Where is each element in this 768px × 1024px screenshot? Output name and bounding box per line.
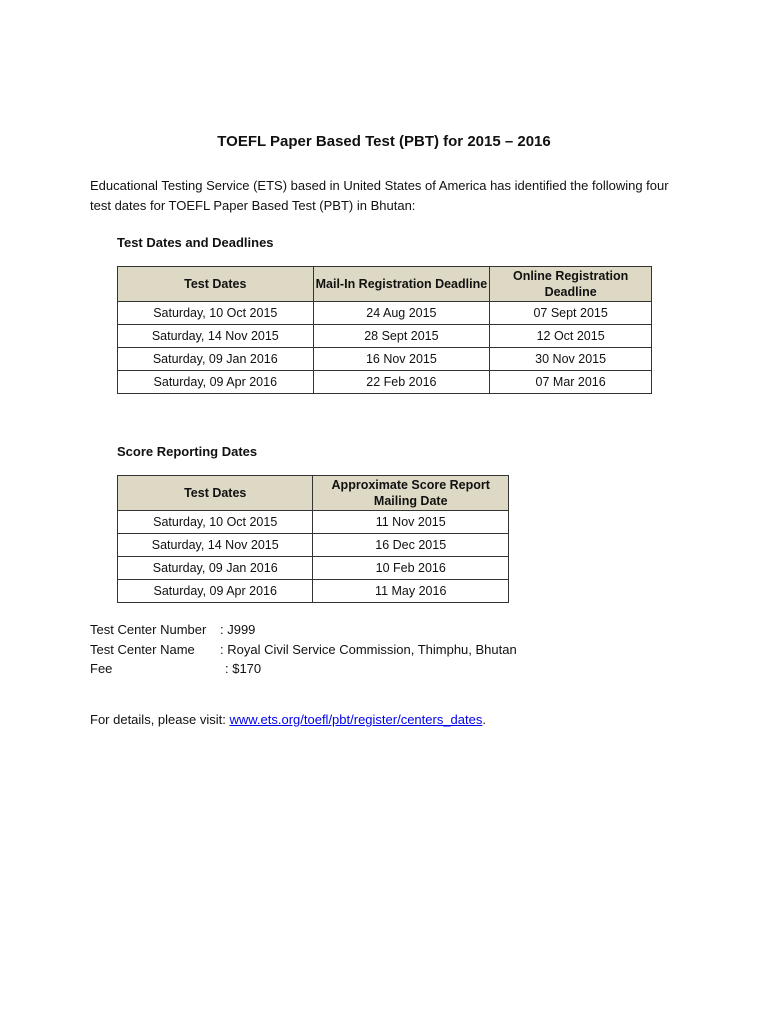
header-test-dates: Test Dates — [118, 267, 314, 302]
test-date-cell: Saturday, 14 Nov 2015 — [118, 325, 314, 348]
table-row — [118, 511, 509, 534]
mail-in-deadline-cell: 24 Aug 2015 — [313, 302, 490, 325]
test-center-number-value: : J999 — [220, 622, 256, 637]
score-mailing-date-cell: 11 Nov 2015 — [313, 511, 509, 534]
header-mail-in-deadline: Mail-In Registration Deadline — [313, 267, 490, 302]
table-row — [118, 580, 509, 603]
ets-details-link[interactable]: www.ets.org/toefl/pbt/register/centers_dates — [229, 712, 483, 727]
online-deadline-cell: 30 Nov 2015 — [490, 348, 652, 371]
test-date-cell: Saturday, 09 Apr 2016 — [118, 580, 313, 603]
test-date-cell: Saturday, 09 Jan 2016 — [118, 557, 313, 580]
online-deadline-cell: 07 Mar 2016 — [490, 371, 652, 394]
details-prefix: For details, please visit: — [90, 712, 230, 727]
mail-in-deadline-cell: 16 Nov 2015 — [313, 348, 490, 371]
score-mailing-date-cell: 10 Feb 2016 — [313, 557, 509, 580]
score-mailing-date-cell: 16 Dec 2015 — [313, 534, 509, 557]
table-row — [118, 325, 652, 348]
mail-in-deadline-cell: 22 Feb 2016 — [313, 371, 490, 394]
table-row — [118, 348, 652, 371]
fee-label: Fee — [90, 661, 113, 676]
page-title: TOEFL Paper Based Test (PBT) for 2015 – 2016 — [217, 133, 551, 150]
table-row — [118, 302, 652, 325]
mail-in-deadline-cell: 28 Sept 2015 — [313, 325, 490, 348]
table-header-row — [118, 476, 509, 511]
score-reporting-heading: Score Reporting Dates — [117, 444, 258, 459]
score-mailing-date-cell: 11 May 2016 — [313, 580, 509, 603]
test-center-name-value: : Royal Civil Service Commission, Thimphu, Bhutan — [220, 641, 517, 657]
header-score-mailing-date: Approximate Score Report Mailing Date — [313, 476, 509, 511]
table-header-row — [118, 267, 652, 302]
test-date-cell: Saturday, 10 Oct 2015 — [118, 511, 313, 534]
deadlines-table — [117, 266, 652, 394]
details-line — [90, 712, 486, 727]
fee-value: : $170 — [225, 661, 262, 676]
online-deadline-cell: 12 Oct 2015 — [490, 325, 652, 348]
header-online-deadline: Online Registration Deadline — [490, 267, 652, 302]
table-row — [118, 557, 509, 580]
table-row — [118, 534, 509, 557]
score-reporting-table — [117, 475, 509, 603]
test-center-name-label: Test Center Name — [90, 641, 195, 657]
intro-paragraph: Educational Testing Service (ETS) based in United States of America has identified the following four test dates for TOEFL Paper Based Test (PBT) in Bhutan: — [90, 178, 669, 213]
test-date-cell: Saturday, 14 Nov 2015 — [118, 534, 313, 557]
table-row — [118, 371, 652, 394]
online-deadline-cell: 07 Sept 2015 — [490, 302, 652, 325]
test-date-cell: Saturday, 09 Apr 2016 — [118, 371, 314, 394]
details-suffix: . — [482, 712, 486, 727]
test-date-cell: Saturday, 10 Oct 2015 — [118, 302, 314, 325]
header-test-dates: Test Dates — [118, 476, 313, 511]
test-center-number-label: Test Center Number — [90, 622, 207, 637]
test-date-cell: Saturday, 09 Jan 2016 — [118, 348, 314, 371]
deadlines-heading: Test Dates and Deadlines — [117, 235, 274, 250]
